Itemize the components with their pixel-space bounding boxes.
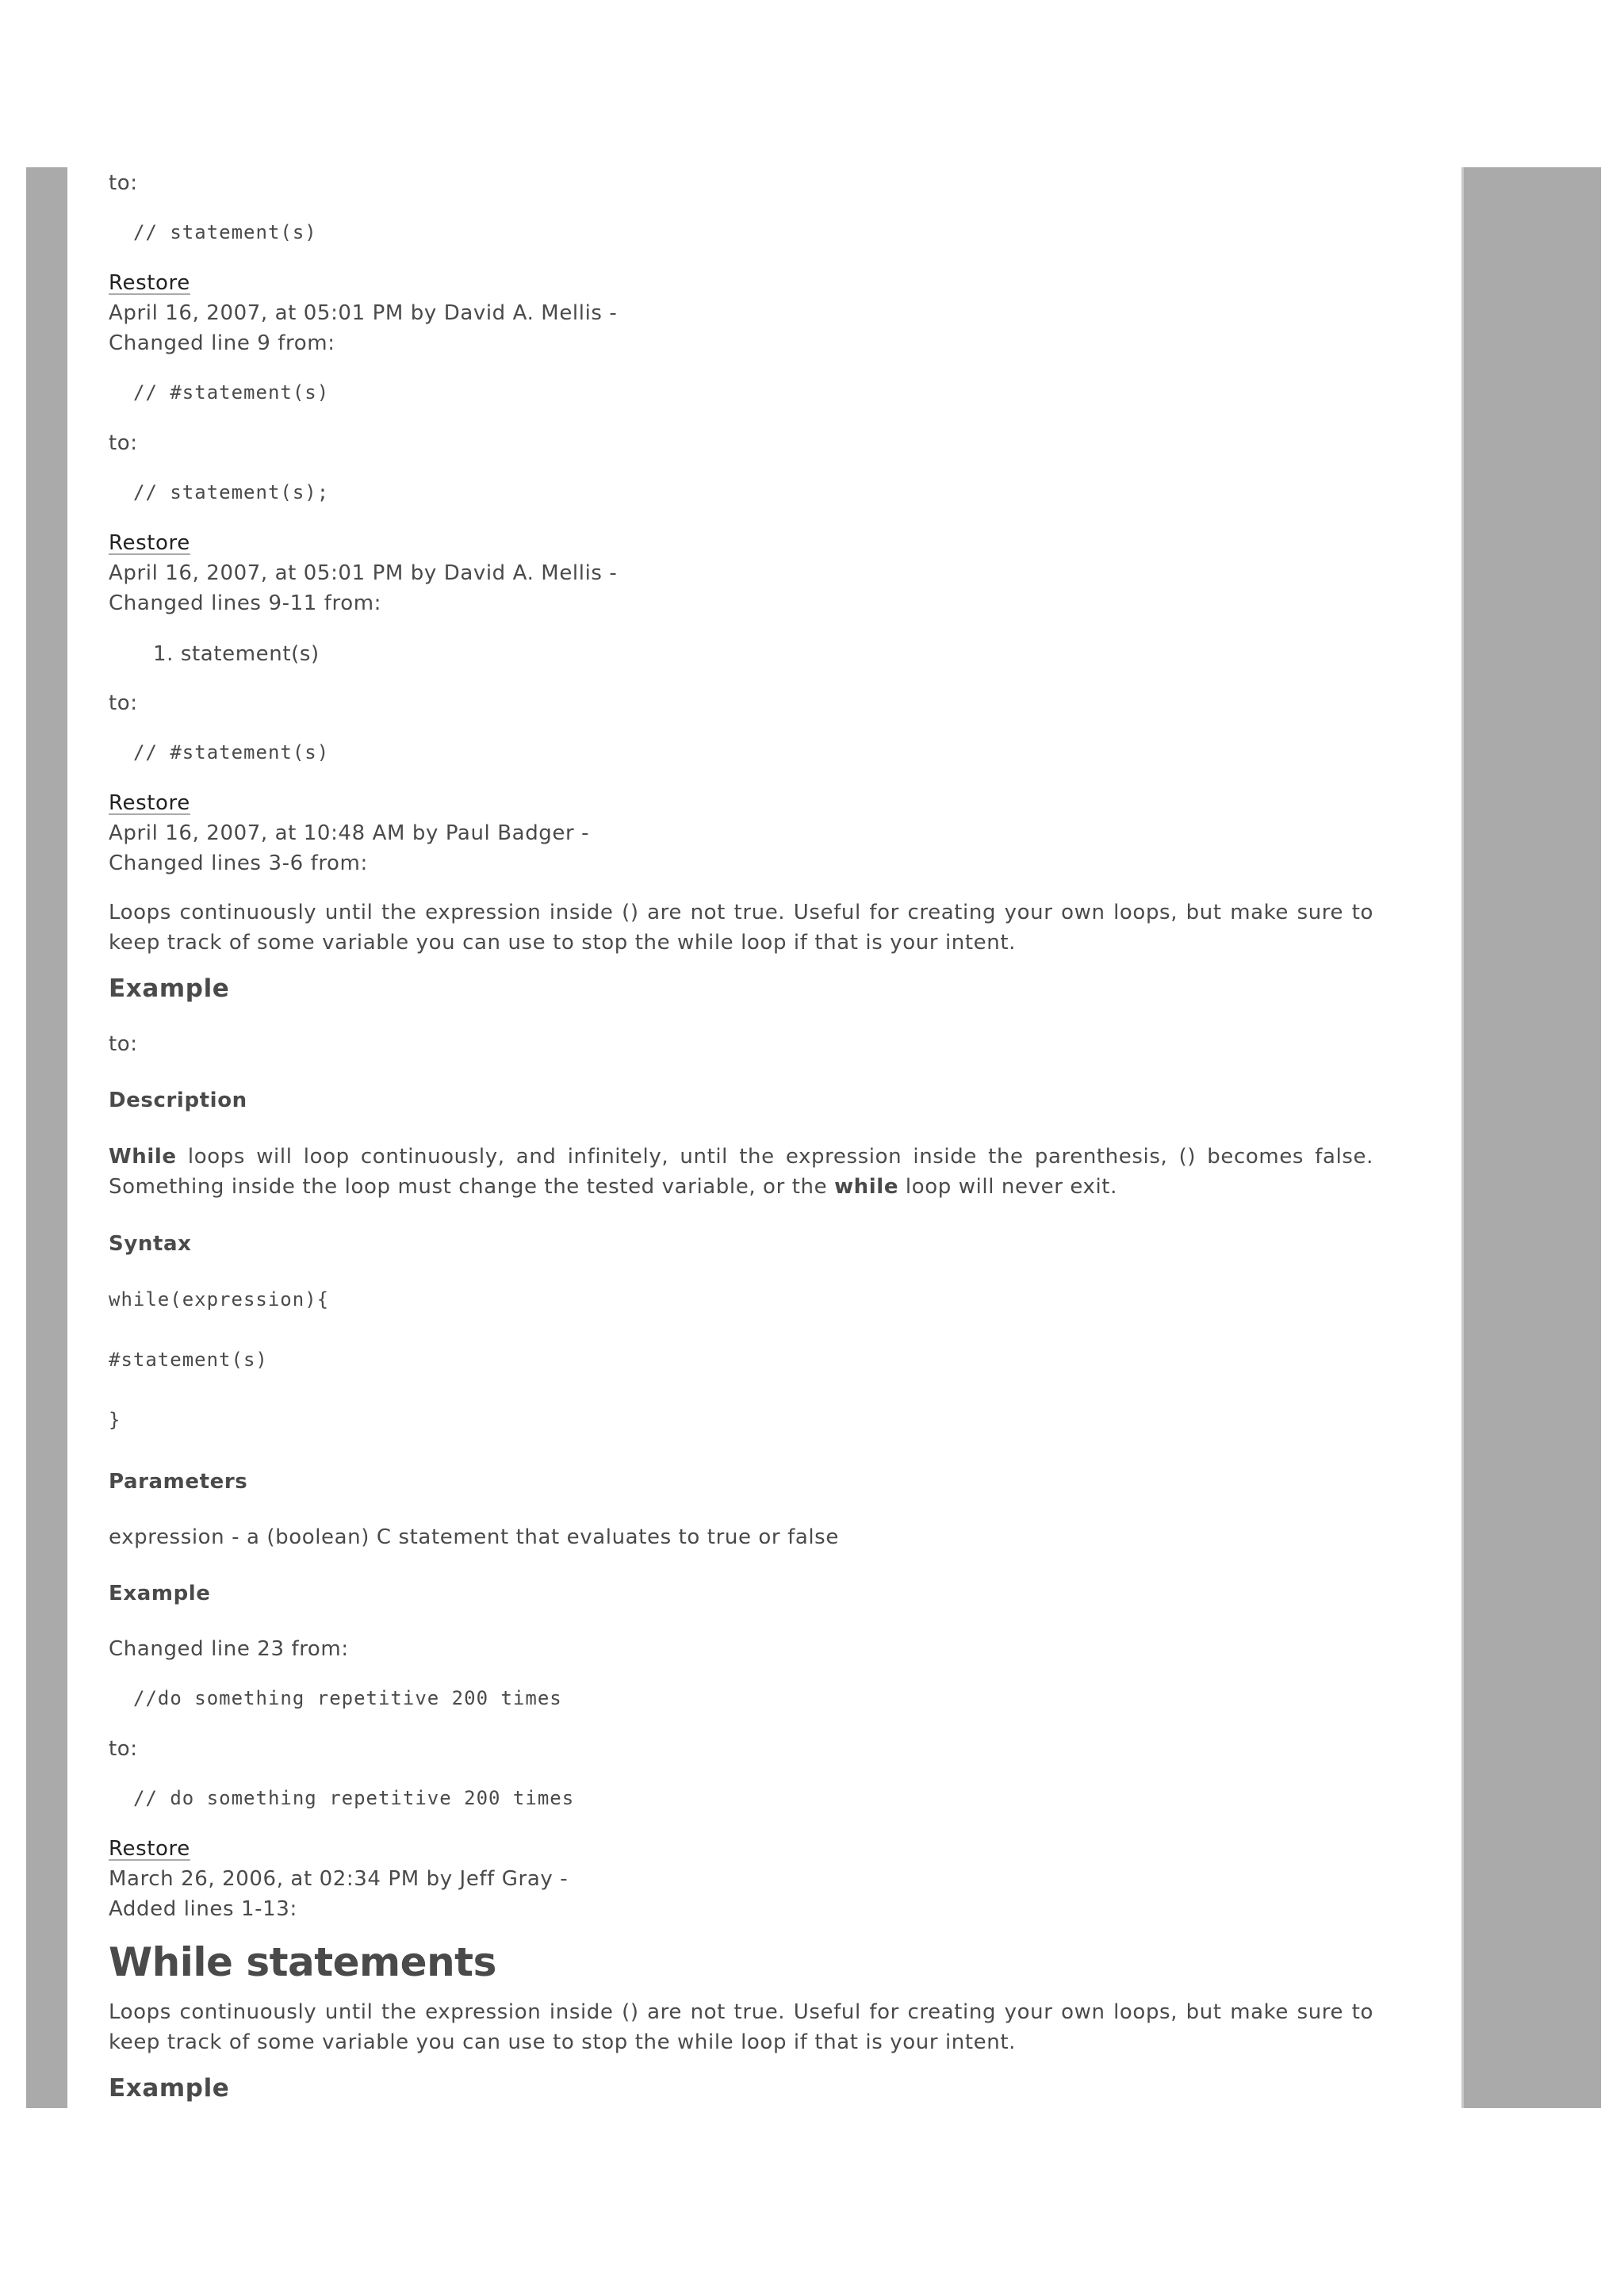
while-keyword: while [834, 1175, 899, 1199]
change-summary: Changed lines 9-11 from: [109, 591, 381, 615]
right-sidebar-bar [1461, 167, 1601, 2108]
while-keyword: While [109, 1145, 177, 1169]
intro-paragraph: Loops continuously until the expression inside () are not true. Useful for creating your own loops, but make sure to keep track of some variable you can use to stop the while loop if that is your intent. [109, 2000, 1373, 2054]
restore-link[interactable]: Restore [109, 791, 190, 815]
diff-label-to: to: [109, 1737, 138, 1761]
change-summary: Added lines 1-13: [109, 1897, 297, 1921]
restore-link[interactable]: Restore [109, 531, 190, 555]
example-heading: Example [109, 2074, 230, 2103]
syntax-line: while(expression){ [109, 1288, 330, 1311]
code-line: // statement(s); [133, 481, 330, 503]
description-heading: Description [109, 1089, 247, 1112]
syntax-heading: Syntax [109, 1232, 192, 1256]
left-gutter-bar [26, 167, 67, 2108]
parameter-description: expression - a (boolean) C statement that evaluates to true or false [109, 1525, 839, 1549]
diff-label-to: to: [109, 1032, 138, 1056]
restore-link[interactable]: Restore [109, 271, 190, 295]
change-summary: Changed line 23 from: [109, 1637, 349, 1661]
code-line: // #statement(s) [133, 381, 330, 404]
code-line: // statement(s) [133, 221, 317, 243]
example-heading: Example [109, 974, 230, 1003]
example-heading: Example [109, 1582, 211, 1605]
code-line: // do something repetitive 200 times [133, 1787, 575, 1809]
syntax-line: } [109, 1409, 121, 1431]
parameters-heading: Parameters [109, 1470, 248, 1494]
syntax-line: #statement(s) [109, 1349, 268, 1371]
diff-label-to: to: [109, 431, 138, 455]
intro-paragraph: Loops continuously until the expression inside () are not true. Useful for creating your own loops, but make sure to keep track of some variable you can use to stop the while loop if that is your intent. [109, 901, 1373, 955]
description-paragraph: While loops will loop continuously, and infinitely, until the expression inside the parenthesis, () becomes false. Something inside the loop must change the tested variable, or the while loop will never exit. [109, 1145, 1373, 1199]
diff-label-to: to: [109, 691, 138, 715]
code-line: // #statement(s) [133, 741, 330, 763]
diff-label-to: to: [109, 171, 138, 195]
revision-meta: March 26, 2006, at 02:34 PM by Jeff Gray - [109, 1867, 569, 1891]
revision-meta: April 16, 2007, at 05:01 PM by David A. Mellis - [109, 301, 618, 325]
list-item: 1. statement(s) [153, 642, 320, 666]
revision-meta: April 16, 2007, at 05:01 PM by David A. Mellis - [109, 561, 618, 585]
restore-link[interactable]: Restore [109, 1837, 190, 1861]
change-summary: Changed lines 3-6 from: [109, 851, 368, 875]
change-summary: Changed line 9 from: [109, 331, 335, 355]
code-line: //do something repetitive 200 times [133, 1687, 562, 1709]
page-title: While statements [109, 1939, 496, 1985]
revision-meta: April 16, 2007, at 10:48 AM by Paul Badger - [109, 821, 590, 845]
